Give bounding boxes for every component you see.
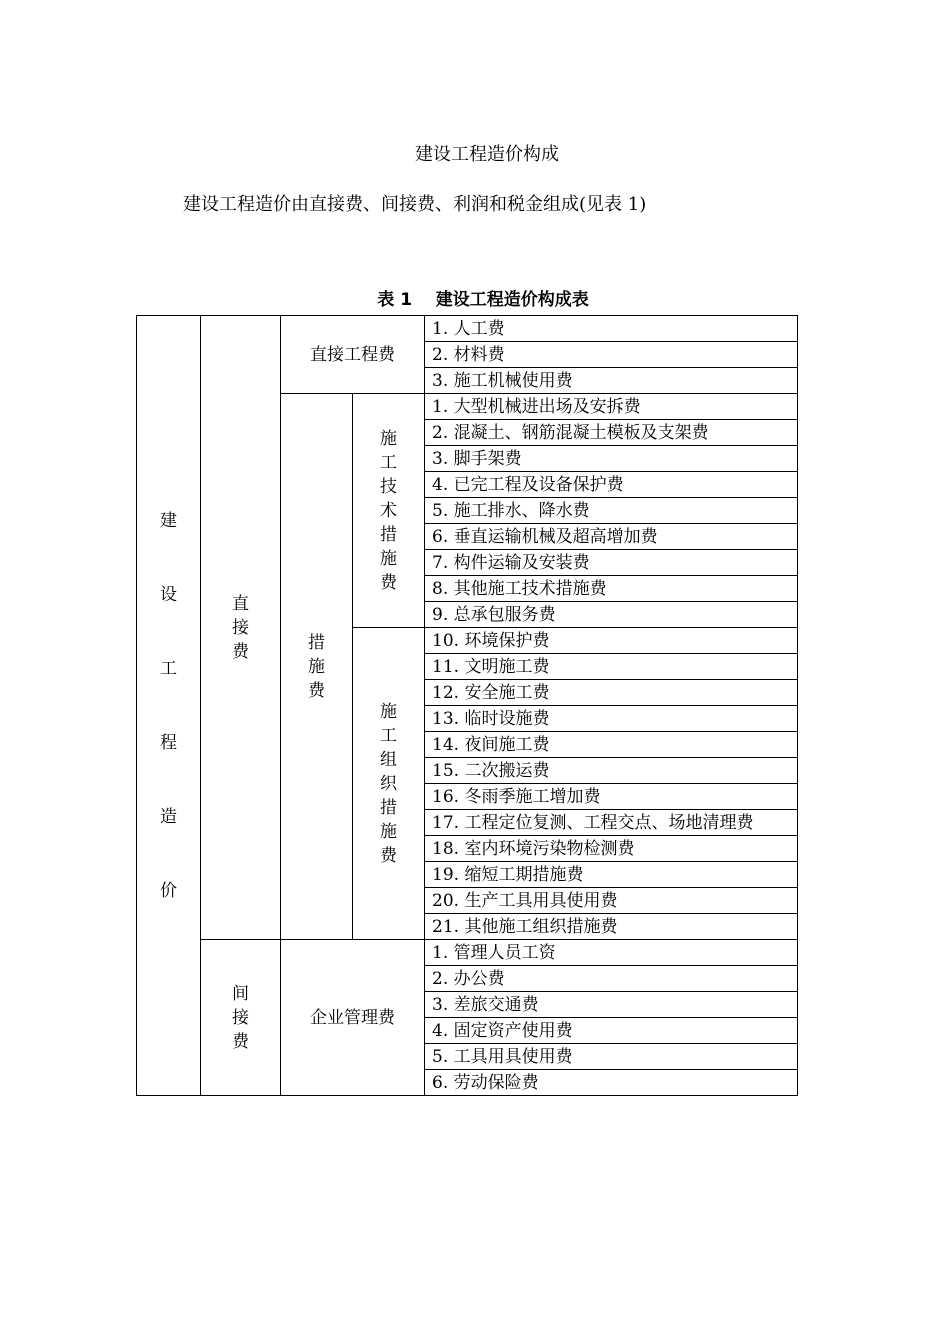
table-item: 1. 人工费	[425, 316, 798, 342]
table-row	[137, 940, 798, 966]
table-item: 2. 材料费	[425, 342, 798, 368]
table-item: 2. 办公费	[425, 966, 798, 992]
table-row	[137, 316, 798, 342]
table-item: 3. 施工机械使用费	[425, 368, 798, 394]
root-label-cell-text: 建设工程造价	[159, 510, 177, 901]
direct-engineering-fee-cell-text: 直接工程费	[310, 344, 395, 365]
table-item: 14. 夜间施工费	[425, 732, 798, 758]
document-title: 建设工程造价构成	[415, 144, 559, 165]
indirect-fee-cell	[201, 940, 281, 1096]
cost-table-body	[137, 316, 798, 1096]
root-label-cell	[137, 316, 201, 1096]
table-item: 12. 安全施工费	[425, 680, 798, 706]
organizational-measures-cell-text: 施工组织措施费	[379, 701, 397, 866]
table-item: 15. 二次搬运费	[425, 758, 798, 784]
enterprise-management-fee-cell	[281, 940, 425, 1096]
technical-measures-cell	[353, 394, 425, 628]
indirect-fee-cell-text: 间接费	[231, 983, 249, 1052]
table-item: 4. 固定资产使用费	[425, 1018, 798, 1044]
table-item: 13. 临时设施费	[425, 706, 798, 732]
table-item: 5. 工具用具使用费	[425, 1044, 798, 1070]
table-item: 10. 环境保护费	[425, 628, 798, 654]
table-item: 4. 已完工程及设备保护费	[425, 472, 798, 498]
table-item: 2. 混凝土、钢筋混凝土模板及支架费	[425, 420, 798, 446]
direct-fee-cell	[201, 316, 281, 940]
table-item: 1. 大型机械进出场及安拆费	[425, 394, 798, 420]
table-item: 16. 冬雨季施工增加费	[425, 784, 798, 810]
cost-composition-table	[136, 315, 798, 1096]
table-item: 6. 劳动保险费	[425, 1070, 798, 1096]
direct-fee-cell-text: 直接费	[231, 593, 249, 662]
table-item: 7. 构件运输及安装费	[425, 550, 798, 576]
table-item: 1. 管理人员工资	[425, 940, 798, 966]
table-item: 20. 生产工具用具使用费	[425, 888, 798, 914]
table-item: 9. 总承包服务费	[425, 602, 798, 628]
measures-fee-cell	[281, 394, 353, 940]
table-item: 17. 工程定位复测、工程交点、场地清理费	[425, 810, 798, 836]
document-intro: 建设工程造价由直接费、间接费、利润和税金组成(见表 1)	[183, 194, 647, 215]
table-item: 19. 缩短工期措施费	[425, 862, 798, 888]
table-caption: 表 1 建设工程造价构成表	[377, 290, 589, 310]
measures-fee-cell-text: 措施费	[307, 632, 325, 701]
table-item: 8. 其他施工技术措施费	[425, 576, 798, 602]
enterprise-management-fee-cell-text: 企业管理费	[310, 1007, 395, 1028]
table-item: 18. 室内环境污染物检测费	[425, 836, 798, 862]
organizational-measures-cell	[353, 628, 425, 940]
table-item: 21. 其他施工组织措施费	[425, 914, 798, 940]
table-item: 5. 施工排水、降水费	[425, 498, 798, 524]
table-item: 11. 文明施工费	[425, 654, 798, 680]
technical-measures-cell-text: 施工技术措施费	[379, 428, 397, 593]
table-item: 3. 差旅交通费	[425, 992, 798, 1018]
table-item: 6. 垂直运输机械及超高增加费	[425, 524, 798, 550]
direct-engineering-fee-cell	[281, 316, 425, 394]
table-item: 3. 脚手架费	[425, 446, 798, 472]
